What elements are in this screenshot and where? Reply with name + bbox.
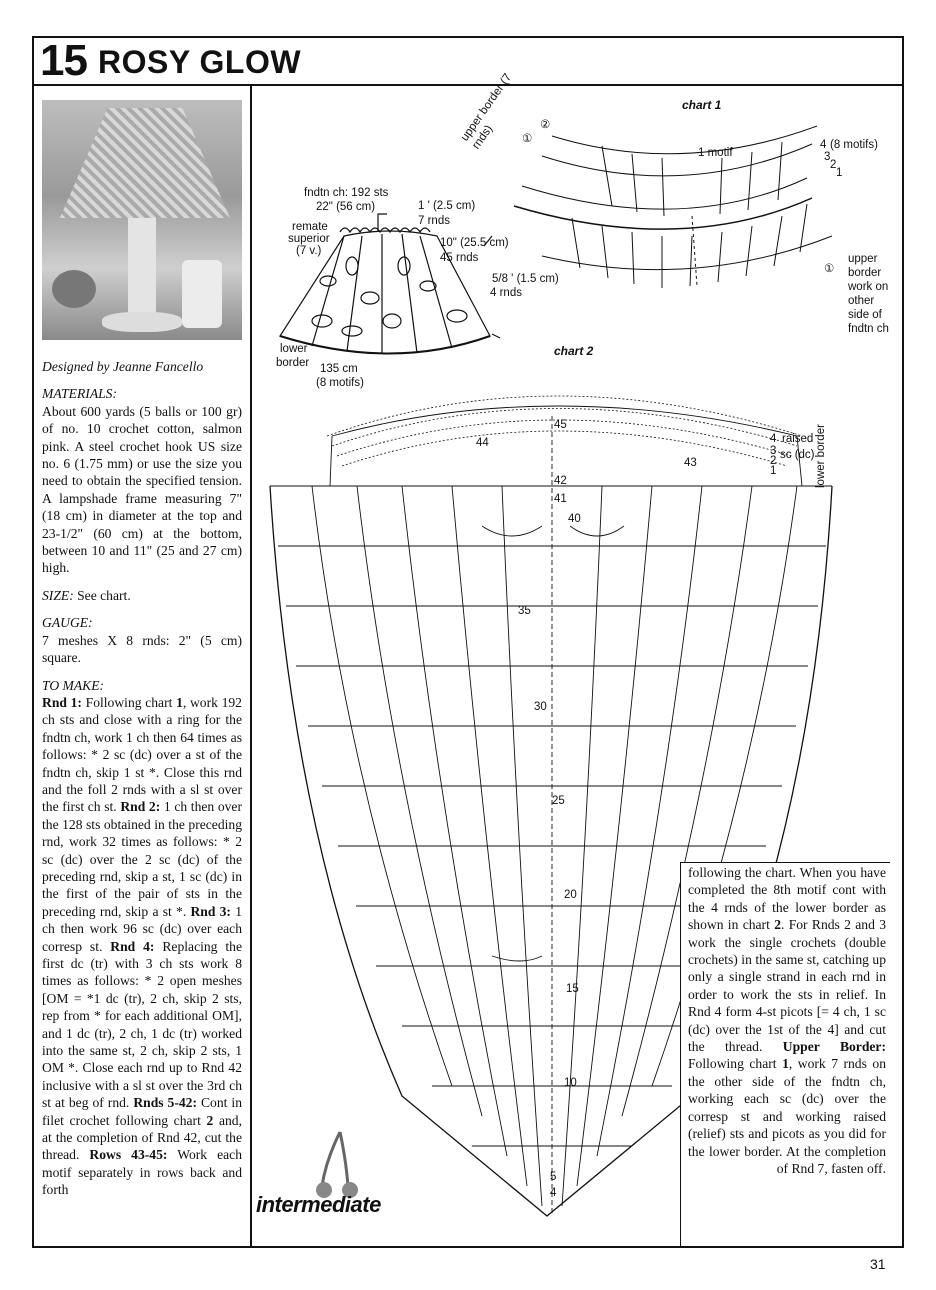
border-rnd4: 4 [770,433,777,445]
lower-border-vertical: lower border [815,424,827,488]
gauge-text: 7 meshes X 8 rnds: 2" (5 cm) square. [42,632,242,666]
designer-credit: Designed by Jeanne Fancello [42,359,204,374]
shade-stitch-count: (7 v.) [296,245,322,257]
chart1-motifs: (8 motifs) [830,139,878,151]
shade-remate: remate [292,221,328,233]
photo-shade [60,108,230,218]
chart1-circle-1: ① [522,133,533,145]
row-10: 10 [564,1077,577,1089]
pattern-title: ROSY GLOW [98,44,302,80]
shade-dim3-rnds: 4 rnds [490,287,522,299]
materials-text: About 600 yards (5 balls or 100 gr) of no. 10 crochet cotton, salmon pink. A steel crochet hook US size no. 6 (1.75 mm) or use the size you need to obtain the specified tension. A lampshade frame measuring 7" (18 cm) in diameter at the top and 23-1/2" (60 cm) at the bottom, between 10 and 11" (25 and 27 cm) high. [42,403,242,576]
chart1-fan [514,126,835,288]
shade-border: border [276,357,310,369]
chart1-circle-2: ② [540,119,551,131]
border-rnd3: 3 [770,445,777,457]
photo-lamp-foot [102,312,182,332]
shade-bottom-motifs: (8 motifs) [316,377,364,389]
instructions-right: following the chart. When you have completed the 8th motif cont with the 4 rnds of the lower border as shown in chart 2. For Rnds 2 and 3 work the single crochets (double crochets) in the same st, catching up only a single strand in each rnd in order to work the sts in relief. In Rnd 4 form 4-st picots [= 4 ch, 1 sc (dc) over the 1st of the 4] and cut the thread. Upper Border: Following chart 1, work 7 rnds on the other side of the fndtn ch, working each sc (dc) over the corresp st and working raised (relief) sts and picots as you did for the lower border. At the completion of Rnd 7, fasten off. [688,865,886,1176]
materials-heading: MATERIALS: [42,386,118,402]
chart1-rnd1: 1 [836,167,843,179]
row-42: 42 [554,475,567,487]
size-text: See chart. [77,587,131,603]
row-45: 45 [554,419,567,431]
chart1-rnd4: 4 [820,139,827,151]
row-43: 43 [684,457,697,469]
chart1-upper-border-label: upper border (7 rnds) [458,71,515,152]
border-rnd2: 2 [770,455,777,467]
photo-cup [182,260,222,328]
row-20: 20 [564,889,577,901]
shade-bottom: 135 cm [320,363,358,375]
shade-dim2: 10" (25.5 cm) [440,237,509,249]
chart1-one-motif: 1 motif [698,147,733,159]
chart1-rnd2: 2 [830,159,837,171]
cherry-icon [316,1130,364,1200]
pattern-number: 15 [40,36,87,85]
shade-dim1: 1 ' (2.5 cm) [418,200,476,212]
row-41: 41 [554,493,567,505]
shade-lower: lower [280,343,308,355]
chart1-rnd3: 3 [824,151,831,163]
instructions-left [42,358,242,1199]
shade-fndtn-cm: 22" (56 cm) [316,201,376,213]
border-raised: raised [782,433,814,445]
chart2-label: chart 2 [554,344,594,358]
row-5: 5 [550,1171,557,1183]
size-heading: SIZE: [42,587,74,603]
row-40: 40 [568,513,581,525]
border-rnd1: 1 [770,465,777,477]
row-44: 44 [476,437,489,449]
photo-fruit [52,270,96,308]
shade-dim3: 5/8 ' (1.5 cm) [492,273,559,285]
row-4: 4 [550,1187,557,1199]
shade-fndtn: fndtn ch: 192 sts [304,187,389,199]
tomake-text: Rnd 1: Following chart 1, work 192 ch sts and close with a ring for the fndtn ch, work 1 ch then 64 times as follows: * 2 sc (dc) over a st of the fndtn ch, skip 1 st *. Close this rnd and the foll 2 rnds with a sl st over the first ch st. Rnd 2: 1 ch then over the 128 sts obtained in the preceding rnd, work 32 times as follows: * 2 sc (dc) over the 2 sc (dc) of the preceding rnd, skip a st, 1 sc (dc) in the first of the pair of sts in the preceding rnd, skip a st *. Rnd 3: 1 ch then work 96 sc (dc) over each corresp st. Rnd 4: Replacing the first dc (tr) with 3 ch sts work 8 times as follows: * 2 open meshes [OM = *1 dc (tr), 2 ch, skip 2 sts, rep from * for each additional OM], and 1 dc (tr), 2 ch, 1 dc (tr) worked into the same st, 2 ch, skip 2 sts, 1 OM *. Close each rnd up to Rnd 42 inclusive with a sl st over the 3rd ch st at beg of rnd. Rnds 5-42: Cont in filet crochet following chart 2 and, at the completion of Rnd 42, cut the thread. Rows 43-45: Work each motif separately in rows back and forth [42,694,242,1198]
shade-dim1-rnds: 7 rnds [418,215,450,227]
chart1-label: chart 1 [682,98,722,112]
row-35: 35 [518,605,531,617]
tomake-heading: TO MAKE: [42,677,105,693]
difficulty-badge: intermediate [256,1192,381,1217]
row-25: 25 [552,795,565,807]
chart1-side-note: upper border work on other side of fndtn ch [848,253,889,335]
gauge-heading: GAUGE: [42,615,93,631]
border-sc: sc (dc) [780,449,815,461]
lampshade-photo [42,100,242,340]
shade-dim2-rnds: 45 rnds [440,252,479,264]
chart1-side-circle: ① [824,263,835,275]
row-30: 30 [534,701,547,713]
row-15: 15 [566,983,579,995]
page-number: 31 [870,1256,886,1272]
shade-superior: superior [288,233,330,245]
